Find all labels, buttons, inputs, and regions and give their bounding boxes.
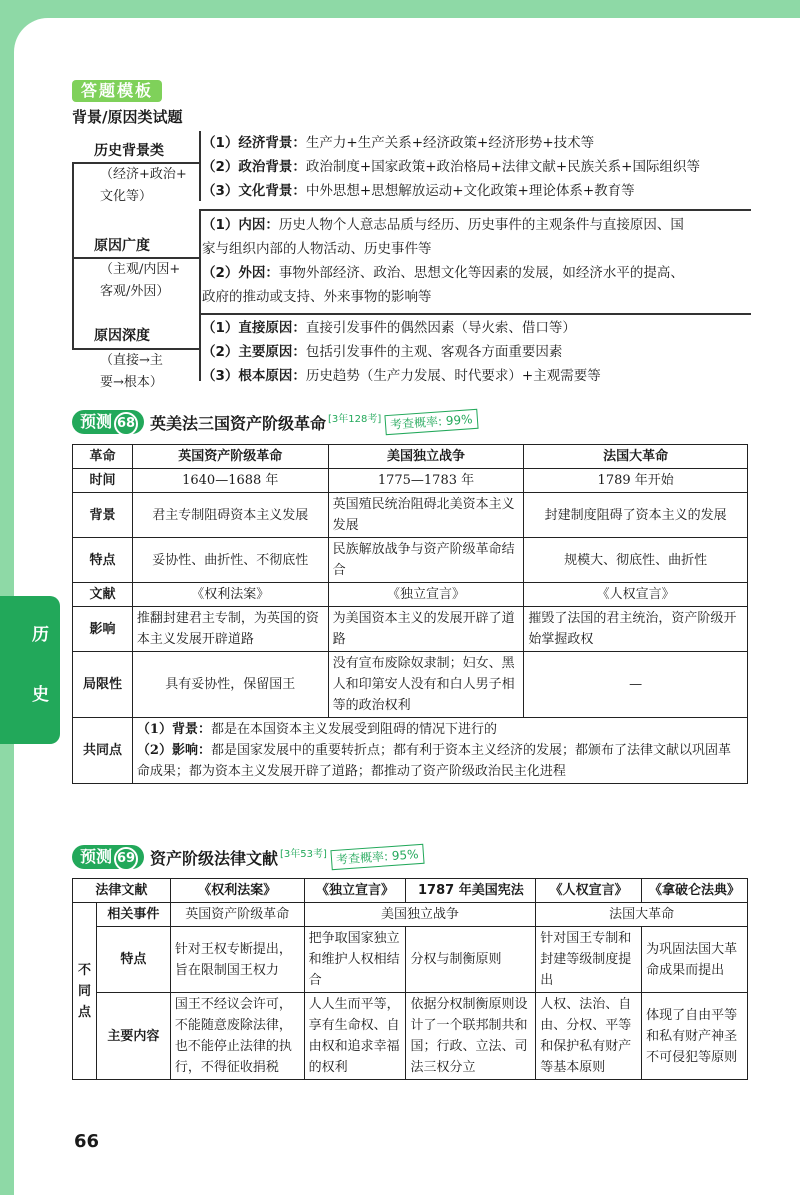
table-row	[73, 469, 748, 493]
table-cell: 分权与制衡原则	[406, 927, 536, 993]
header-cell: 法国大革命	[524, 445, 748, 469]
prediction-69-heading	[72, 845, 423, 871]
table-cell: 针对王权专断提出，旨在限制国王权力	[170, 927, 304, 993]
header-cell: 《人权宣言》	[536, 879, 642, 903]
table-cell: —	[524, 652, 748, 718]
side-tab-char-2: 史	[32, 685, 49, 705]
group-1-note-1: （经济+政治+	[100, 167, 187, 182]
table-cell: 妥协性、曲折性、不彻底性	[132, 538, 328, 583]
row-label: 相关事件	[96, 903, 170, 927]
template-subtitle: 背景/原因类试题	[72, 108, 183, 126]
header-cell: 《权利法案》	[170, 879, 304, 903]
table-cell: 美国独立战争	[304, 903, 536, 927]
prediction-pill	[72, 410, 144, 434]
group-3-line-3: （3）根本原因：历史趋势（生产力发展、时代要求）+主观需要等	[202, 368, 601, 384]
header-cell: 《独立宣言》	[304, 879, 406, 903]
common-point-1: （1）背景：都是在本国资本主义发展受到阻碍的情况下进行的	[136, 722, 497, 737]
row-label: 特点	[96, 927, 170, 993]
group-1-title: 历史背景类	[94, 143, 164, 159]
group-3-bracket	[199, 313, 201, 381]
table-cell: 1640—1688 年	[132, 469, 328, 493]
table-row	[73, 583, 748, 607]
group-2-bracket	[199, 209, 201, 313]
side-tab-char-1: 历	[32, 625, 49, 645]
header-cell: 美国独立战争	[328, 445, 524, 469]
row-label: 背景	[73, 493, 133, 538]
prediction-label: 预测	[80, 847, 113, 866]
group-2-line-4: 政府的推动或支持、外来事物的影响等	[202, 289, 432, 305]
common-point-2: （2）影响：都是国家发展中的重要转折点；都有利于资本主义经济的发展；都颁布了法律文献以巩固革命成果；都为资本主义发展开辟了道路；都推动了资产阶级政治民主化进程	[136, 743, 731, 779]
group-1-bracket	[199, 131, 201, 201]
group-3-note-2: 要→根本）	[100, 375, 163, 390]
table-cell: 规模大、彻底性、曲折性	[524, 538, 748, 583]
group-2-bottom-rule	[199, 313, 751, 315]
table-header-row	[73, 445, 748, 469]
exam-probability-stamp: 考查概率: 95%	[330, 844, 424, 870]
table-row	[73, 903, 748, 927]
group-2-title: 原因广度	[94, 238, 150, 254]
group-2-line-2: 家与组织内部的人物活动、历史事件等	[202, 241, 432, 257]
table-cell: 为巩固法国大革命成果而提出	[642, 927, 748, 993]
exam-frequency: [3年128考]	[328, 414, 382, 425]
group-label-cell: 不同点	[73, 903, 97, 1080]
table-cell: 英国资产阶级革命	[170, 903, 304, 927]
exam-probability-stamp: 考查概率: 99%	[385, 409, 479, 435]
header-cell: 英国资产阶级革命	[132, 445, 328, 469]
legal-documents-table	[72, 878, 748, 1080]
table-cell: 推翻封建君主专制，为英国的资本主义发展开辟道路	[132, 607, 328, 652]
table-row	[73, 652, 748, 718]
prediction-label: 预测	[80, 412, 113, 431]
row-label: 时间	[73, 469, 133, 493]
table-row	[73, 718, 748, 784]
group-1-line-2: （2）政治背景：政治制度+国家政策+政治格局+法律文献+民族关系+国际组织等	[202, 159, 700, 175]
group-3-line-1: （1）直接原因：直接引发事件的偶然因素（导火索、借口等）	[202, 320, 576, 336]
table-cell: 君主专制阻碍资本主义发展	[132, 493, 328, 538]
diagram-trunk-line	[72, 162, 74, 348]
revolutions-table	[72, 444, 748, 784]
header-cell: 1787 年美国宪法	[406, 879, 536, 903]
table-cell: 《人权宣言》	[524, 583, 748, 607]
group-1-bottom-rule	[199, 209, 751, 211]
prediction-number: 69	[114, 847, 138, 871]
table-cell: 《独立宣言》	[328, 583, 524, 607]
prediction-number: 68	[114, 412, 138, 436]
table-cell: 1789 年开始	[524, 469, 748, 493]
table-cell: 把争取国家独立和维护人权相结合	[304, 927, 406, 993]
group-1-line-3: （3）文化背景：中外思想+思想解放运动+文化政策+理论体系+教育等	[202, 183, 635, 199]
common-points-cell	[132, 718, 747, 784]
prediction-title: 资产阶级法律文献	[150, 848, 279, 868]
answer-template-diagram	[72, 128, 752, 396]
row-label: 文献	[73, 583, 133, 607]
group-1-note-2: 文化等）	[100, 189, 153, 204]
page-number: 66	[74, 1131, 100, 1152]
subject-side-tab	[0, 596, 60, 744]
group-3-line-2: （2）主要原因：包括引发事件的主观、客观各方面重要因素	[202, 344, 563, 360]
table-cell: 为美国资本主义的发展开辟了道路	[328, 607, 524, 652]
table-cell: 人权、法治、自由、分权、平等和保护私有财产等基本原则	[536, 993, 642, 1080]
row-label: 局限性	[73, 652, 133, 718]
table-row	[73, 538, 748, 583]
group-2-line-1: （1）内因：历史人物个人意志品质与经历、历史事件的主观条件与直接原因、国	[202, 217, 684, 233]
group-3-note-1: （直接→主	[100, 353, 163, 368]
table-cell: 国王不经议会许可，不能随意废除法律，也不能停止法律的执行，不得征收捐税	[170, 993, 304, 1080]
table-cell: 1775—1783 年	[328, 469, 524, 493]
table-cell: 依据分权制衡原则设计了一个联邦制共和国；行政、立法、司法三权分立	[406, 993, 536, 1080]
table-cell: 人人生而平等，享有生命权、自由权和追求幸福的权利	[304, 993, 406, 1080]
row-label: 主要内容	[96, 993, 170, 1080]
group-2-note-1: （主观/内因+	[100, 262, 181, 277]
table-header-row	[73, 879, 748, 903]
table-cell: 没有宣布废除奴隶制；妇女、黑人和印第安人没有和白人男子相等的政治权利	[328, 652, 524, 718]
table-cell: 具有妥协性，保留国王	[132, 652, 328, 718]
table-cell: 体现了自由平等和私有财产神圣不可侵犯等原则	[642, 993, 748, 1080]
table-row	[73, 993, 748, 1080]
table-cell: 摧毁了法国的君主统治，资产阶级开始掌握政权	[524, 607, 748, 652]
table-row	[73, 607, 748, 652]
table-row	[73, 927, 748, 993]
row-label: 影响	[73, 607, 133, 652]
table-cell: 民族解放战争与资产阶级革命结合	[328, 538, 524, 583]
prediction-title: 英美法三国资产阶级革命	[150, 413, 327, 433]
group-3-title: 原因深度	[94, 328, 150, 344]
header-cell: 法律文献	[73, 879, 171, 903]
group-2-line-3: （2）外因：事物外部经济、政治、思想文化等因素的发展，如经济水平的提高、	[202, 265, 684, 281]
prediction-pill	[72, 845, 144, 869]
header-cell: 《拿破仑法典》	[642, 879, 748, 903]
table-cell: 针对国王专制和封建等级制度提出	[536, 927, 642, 993]
template-badge: 答题模板	[72, 80, 162, 102]
header-cell: 革命	[73, 445, 133, 469]
exam-frequency: [3年53考]	[280, 849, 327, 860]
table-cell: 《权利法案》	[132, 583, 328, 607]
group-2-note-2: 客观/外因）	[100, 284, 170, 299]
table-cell: 封建制度阻碍了资本主义的发展	[524, 493, 748, 538]
table-cell: 法国大革命	[536, 903, 748, 927]
table-cell: 英国殖民统治阻碍北美资本主义发展	[328, 493, 524, 538]
row-label: 特点	[73, 538, 133, 583]
group-1-line-1: （1）经济背景：生产力+生产关系+经济政策+经济形势+技术等	[202, 135, 595, 151]
prediction-68-heading	[72, 410, 478, 436]
table-row	[73, 493, 748, 538]
row-label: 共同点	[73, 718, 133, 784]
